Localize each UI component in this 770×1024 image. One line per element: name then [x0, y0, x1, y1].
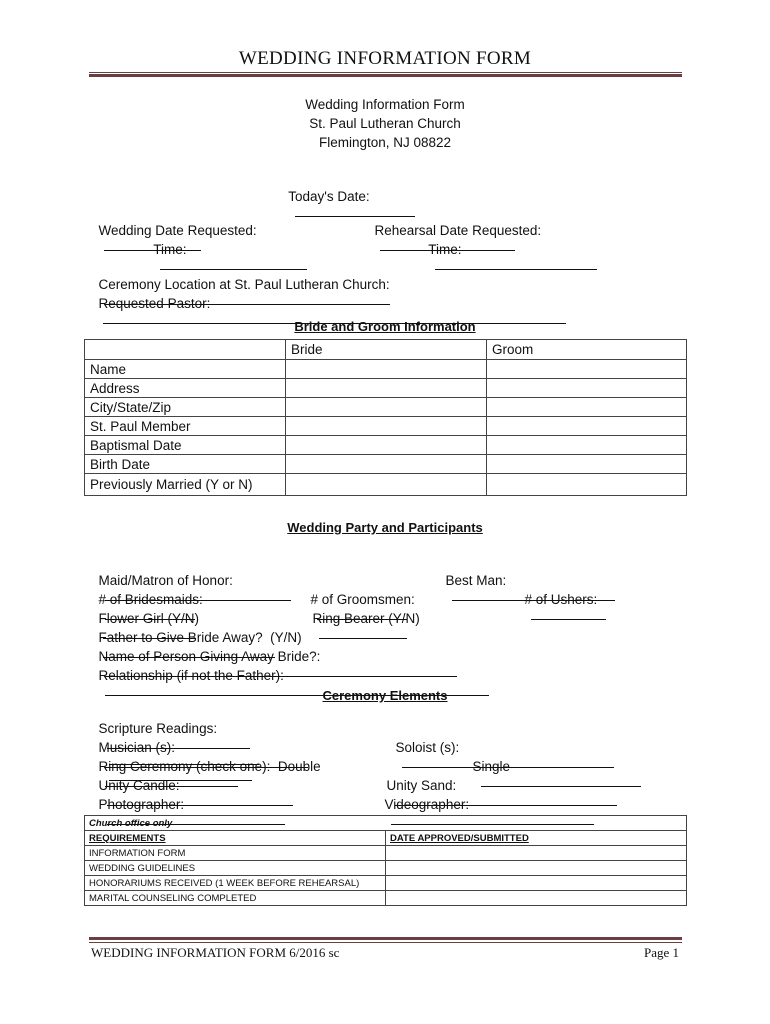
groom-city-cell[interactable] — [487, 398, 687, 417]
table-row — [85, 360, 687, 379]
groom-baptismal-cell[interactable] — [487, 436, 687, 455]
unity-sand-label: Unity Sand: — [386, 778, 457, 793]
footer-form-id: WEDDING INFORMATION FORM 6/2016 sc — [91, 945, 340, 960]
bride-city-cell[interactable] — [286, 398, 487, 417]
table-row — [85, 455, 687, 474]
office-date-cell[interactable] — [386, 861, 687, 876]
ceremony-location-label: Ceremony Location at St. Paul Lutheran Church: — [98, 277, 390, 292]
footer-rule-bottom — [89, 942, 682, 943]
maid-label: Maid/Matron of Honor: — [98, 573, 233, 588]
table-row — [85, 846, 687, 861]
groom-married-cell[interactable] — [487, 474, 687, 496]
column-header-bride: Bride — [286, 340, 487, 360]
flower-girl-label: Flower Girl (Y/N) — [98, 611, 200, 626]
row-label-city: City/State/Zip — [85, 398, 286, 417]
bride-birth-cell[interactable] — [286, 455, 487, 474]
rehearsal-time-row — [421, 227, 597, 273]
bride-baptismal-cell[interactable] — [286, 436, 487, 455]
elements-heading: Ceremony Elements — [322, 688, 448, 703]
bride-name-cell[interactable] — [286, 360, 487, 379]
office-col-date: DATE APPROVED/SUBMITTED — [386, 831, 687, 846]
table-row — [85, 891, 687, 906]
ring-bearer-label: Ring Bearer (Y/N) — [312, 611, 420, 626]
videographer-label: Videographer: — [384, 797, 470, 812]
groom-member-cell[interactable] — [487, 417, 687, 436]
table-row — [85, 398, 687, 417]
office-col-requirements: REQUIREMENTS — [85, 831, 386, 846]
intro-address: Flemington, NJ 08822 — [318, 135, 452, 150]
best-man-label: Best Man: — [445, 573, 507, 588]
ring-ceremony-label: Ring Ceremony (check one): Double — [98, 759, 321, 774]
table-header-row — [85, 340, 687, 360]
rehearsal-date-label: Rehearsal Date Requested: — [374, 223, 542, 238]
ushers-label: # of Ushers: — [524, 592, 598, 607]
office-label: Church office only — [85, 816, 687, 831]
table-header-blank — [85, 340, 286, 360]
ushers-field[interactable] — [531, 607, 606, 620]
row-label-birth: Birth Date — [85, 455, 286, 474]
bride-married-cell[interactable] — [286, 474, 487, 496]
bride-member-cell[interactable] — [286, 417, 487, 436]
ring-single-label: Single — [472, 759, 511, 774]
office-row-counseling: MARITAL COUNSELING COMPLETED — [85, 891, 386, 906]
office-table — [84, 815, 687, 906]
rehearsal-time-label: Time: — [428, 242, 462, 257]
relationship-label: Relationship (if not the Father): — [98, 668, 284, 683]
wedding-time-label: Time: — [153, 242, 187, 257]
table-row — [85, 861, 687, 876]
musician-label: Musician (s): — [98, 740, 176, 755]
groom-name-cell[interactable] — [487, 360, 687, 379]
father-label: Father to Give Bride Away? (Y/N) — [98, 630, 302, 645]
giver-name-label: Name of Person Giving Away Bride?: — [98, 649, 321, 664]
footer-rule-top — [89, 937, 682, 940]
footer-page-number: Page 1 — [643, 945, 679, 960]
row-label-address: Address — [85, 379, 286, 398]
column-header-groom: Groom — [487, 340, 687, 360]
row-label-baptismal: Baptismal Date — [85, 436, 286, 455]
party-heading: Wedding Party and Participants — [287, 520, 483, 535]
row-label-married: Previously Married (Y or N) — [85, 474, 286, 496]
photographer-label: Photographer: — [98, 797, 185, 812]
table-row — [85, 436, 687, 455]
header-rule-top — [89, 72, 682, 73]
groom-birth-cell[interactable] — [487, 455, 687, 474]
soloist-label: Soloist (s): — [395, 740, 460, 755]
groom-address-cell[interactable] — [487, 379, 687, 398]
header-rule-bottom — [89, 74, 682, 77]
office-row-info-form: INFORMATION FORM — [85, 846, 386, 861]
table-row — [85, 816, 687, 831]
office-row-guidelines: WEDDING GUIDELINES — [85, 861, 386, 876]
bride-address-cell[interactable] — [286, 379, 487, 398]
table-row — [85, 831, 687, 846]
bridesmaids-label: # of Bridesmaids: — [98, 592, 203, 607]
office-date-cell[interactable] — [386, 891, 687, 906]
page-title: WEDDING INFORMATION FORM — [238, 48, 532, 69]
unity-candle-label: Unity Candle: — [98, 778, 180, 793]
row-label-member: St. Paul Member — [85, 417, 286, 436]
scripture-label: Scripture Readings: — [98, 721, 218, 736]
office-date-cell[interactable] — [386, 876, 687, 891]
bride-groom-heading: Bride and Groom Information — [294, 319, 476, 334]
groomsmen-label: # of Groomsmen: — [310, 592, 415, 607]
office-row-honorariums: HONORARIUMS RECEIVED (1 WEEK BEFORE REHEARSAL) — [85, 876, 386, 891]
table-row — [85, 474, 687, 496]
pastor-label: Requested Pastor: — [98, 296, 211, 311]
office-date-cell[interactable] — [386, 846, 687, 861]
wedding-date-label: Wedding Date Requested: — [98, 223, 257, 238]
ushers-row — [517, 577, 606, 623]
rehearsal-time-field[interactable] — [435, 257, 597, 270]
table-row — [85, 417, 687, 436]
table-row — [85, 876, 687, 891]
intro-line-1: Wedding Information Form — [305, 97, 465, 112]
row-label-name: Name — [85, 360, 286, 379]
bride-groom-table — [84, 339, 687, 496]
intro-church-name: St. Paul Lutheran Church — [309, 116, 461, 131]
todays-date-label: Today's Date: — [288, 189, 370, 204]
table-row — [85, 379, 687, 398]
